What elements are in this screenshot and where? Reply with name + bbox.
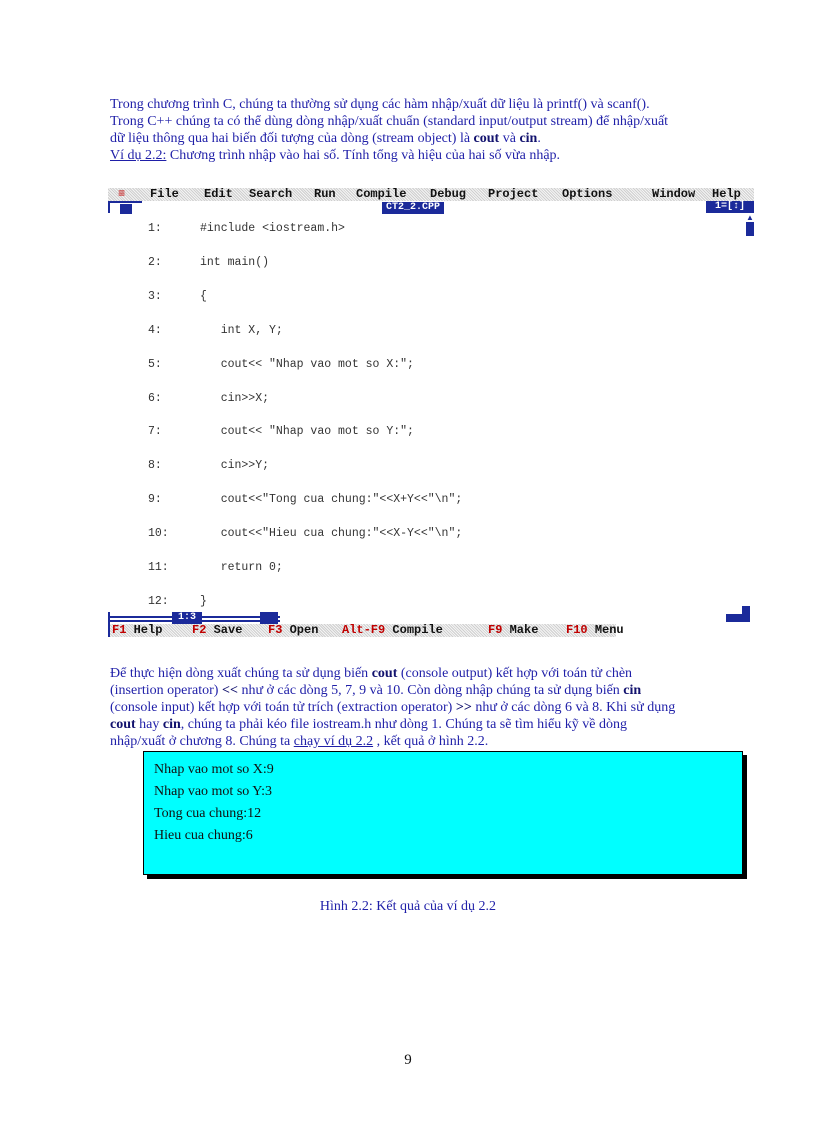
- code-line: [148, 290, 207, 304]
- code-text: cin>>Y;: [200, 459, 270, 473]
- code-line: [148, 222, 345, 236]
- menu-run[interactable]: Run: [314, 187, 336, 201]
- menu-project[interactable]: Project: [488, 187, 539, 201]
- keyword-cout: cout: [473, 131, 500, 146]
- keyword-cin: cin: [623, 683, 642, 698]
- intro-line-3: dữ liệu thông qua hai biến đối tượng của dòng (stream object) là cout và cin.: [110, 131, 541, 146]
- function-key-open[interactable]: [268, 624, 318, 637]
- key-label: Compile: [392, 623, 443, 637]
- code-line: [148, 595, 207, 609]
- run-example-link[interactable]: chạy ví dụ 2.2: [293, 734, 374, 749]
- output-line: Nhap vao mot so X:9: [154, 762, 274, 777]
- line-number: 7:: [148, 425, 162, 439]
- function-key-bar: [108, 623, 624, 637]
- code-text: cout<< "Nhap vao mot so X:";: [200, 357, 414, 371]
- close-box-icon[interactable]: [120, 204, 132, 214]
- ide-screenshot: [108, 188, 754, 646]
- key-label: Make: [509, 623, 539, 637]
- key-label: Help: [133, 623, 163, 637]
- body-line-5: nhập/xuất ở chương 8. Chúng ta chạy ví dụ 2.2 , kết quả ở hình 2.2.: [110, 734, 489, 749]
- window-number-zoom-icon[interactable]: 1=[↕]: [706, 201, 754, 213]
- intro-line-1: Trong chương trình C, chúng ta thường sử dụng các hàm nhập/xuất dữ liệu là printf() và scanf().: [110, 97, 650, 112]
- menu-edit[interactable]: Edit: [204, 187, 233, 201]
- key-name: F10: [566, 623, 588, 637]
- line-number: 9:: [148, 493, 162, 507]
- line-number: 2:: [148, 255, 162, 269]
- line-number: 4:: [148, 323, 162, 337]
- page-number: 9: [404, 1052, 412, 1068]
- output-line: Nhap vao mot so Y:3: [154, 784, 272, 799]
- key-name: Alt-F9: [342, 623, 386, 637]
- menu-file[interactable]: File: [150, 187, 179, 201]
- intro-line-2: Trong C++ chúng ta có thể dùng dòng nhập/xuất chuẩn (standard input/output stream) để nhập/xuất: [110, 114, 669, 129]
- system-menu-icon[interactable]: ≡: [118, 187, 126, 201]
- line-number: 3:: [148, 289, 162, 303]
- line-number: 6:: [148, 391, 162, 405]
- code-text: #include <iostream.h>: [200, 222, 345, 235]
- menu-debug[interactable]: Debug: [430, 187, 467, 201]
- code-text: cout<<"Tong cua chung:"<<X+Y<<"\n";: [200, 493, 463, 507]
- code-text: cin>>X;: [200, 391, 270, 405]
- menu-compile[interactable]: Compile: [356, 187, 407, 201]
- output-line: Hieu cua chung:6: [154, 828, 253, 843]
- figure-caption: Hình 2.2: Kết quả của ví dụ 2.2: [319, 899, 497, 914]
- keyword-cout: cout: [371, 666, 398, 681]
- function-key-menu[interactable]: [566, 624, 624, 637]
- key-name: F2: [192, 623, 207, 637]
- code-line: [148, 256, 269, 270]
- function-key-compile[interactable]: [342, 624, 443, 637]
- code-line: [148, 493, 462, 507]
- operator-insertion: <<: [221, 683, 238, 698]
- line-number: 5:: [148, 357, 162, 371]
- code-text: int X, Y;: [200, 323, 283, 337]
- menu-help[interactable]: Help: [712, 187, 741, 201]
- menu-search[interactable]: Search: [249, 187, 293, 201]
- code-text: int main(): [200, 255, 270, 269]
- menu-options[interactable]: Options: [562, 187, 613, 201]
- menu-window[interactable]: Window: [652, 187, 696, 201]
- line-number: 8:: [148, 459, 162, 473]
- body-line-4: cout hay cin, chúng ta phải kéo file iostream.h như dòng 1. Chúng ta sẽ tìm hiểu kỹ về dòng: [110, 717, 627, 732]
- editor-title-bar: [108, 201, 754, 214]
- code-line: [148, 561, 283, 575]
- program-output-box: [143, 751, 743, 875]
- scroll-up-arrow-icon[interactable]: ▲: [746, 213, 754, 222]
- code-line: [148, 392, 269, 406]
- code-line: [148, 459, 269, 473]
- code-text: return 0;: [200, 561, 283, 574]
- keyword-cout: cout: [110, 717, 136, 732]
- operator-extraction: >>: [455, 700, 472, 715]
- key-label: Save: [213, 623, 243, 637]
- key-label: Open: [289, 623, 319, 637]
- code-line: [148, 358, 414, 372]
- key-name: F3: [268, 623, 283, 637]
- function-key-make[interactable]: [488, 624, 538, 637]
- key-label: Menu: [594, 623, 624, 637]
- code-line: [148, 425, 414, 439]
- line-number: 1:: [148, 222, 162, 235]
- ide-menu-bar: [108, 188, 754, 201]
- line-number: 11:: [148, 561, 169, 574]
- key-name: F9: [488, 623, 503, 637]
- key-name: F1: [112, 623, 127, 637]
- code-text: }: [200, 594, 207, 608]
- line-number: 10:: [148, 527, 169, 541]
- function-key-save[interactable]: [192, 624, 242, 637]
- code-text: {: [200, 289, 207, 303]
- code-text: cout<<"Hieu cua chung:"<<X-Y<<"\n";: [200, 527, 463, 541]
- body-line-1: Để thực hiện dòng xuất chúng ta sử dụng biến cout (console output) kết hợp với toán tử chèn: [110, 666, 633, 681]
- body-line-2: (insertion operator) << như ở các dòng 5, 7, 9 và 10. Còn dòng nhập chúng ta sử dụng biến cin: [110, 683, 642, 698]
- keyword-cin: cin: [519, 131, 538, 146]
- keyword-cin: cin: [162, 717, 181, 732]
- editor-filename: CT2_2.CPP: [382, 202, 444, 214]
- example-heading: Ví dụ 2.2: Chương trình nhập vào hai số. Tính tổng và hiệu của hai số vừa nhập.: [110, 148, 561, 163]
- cursor-position: 1:3: [172, 612, 202, 624]
- example-link[interactable]: Ví dụ 2.2:: [110, 148, 167, 163]
- function-key-help[interactable]: [112, 624, 162, 637]
- code-line: [148, 527, 462, 541]
- line-number: 12:: [148, 594, 169, 608]
- resize-corner-icon[interactable]: [726, 606, 754, 624]
- code-line: [148, 324, 283, 338]
- code-text: cout<< "Nhap vao mot so Y:";: [200, 425, 414, 439]
- window-frame-left: [108, 201, 142, 213]
- output-line: Tong cua chung:12: [154, 806, 262, 821]
- body-line-3: (console input) kết hợp với toán tử trích (extraction operator) >> như ở các dòng 6 và 8. Khi sử dụng: [110, 700, 676, 715]
